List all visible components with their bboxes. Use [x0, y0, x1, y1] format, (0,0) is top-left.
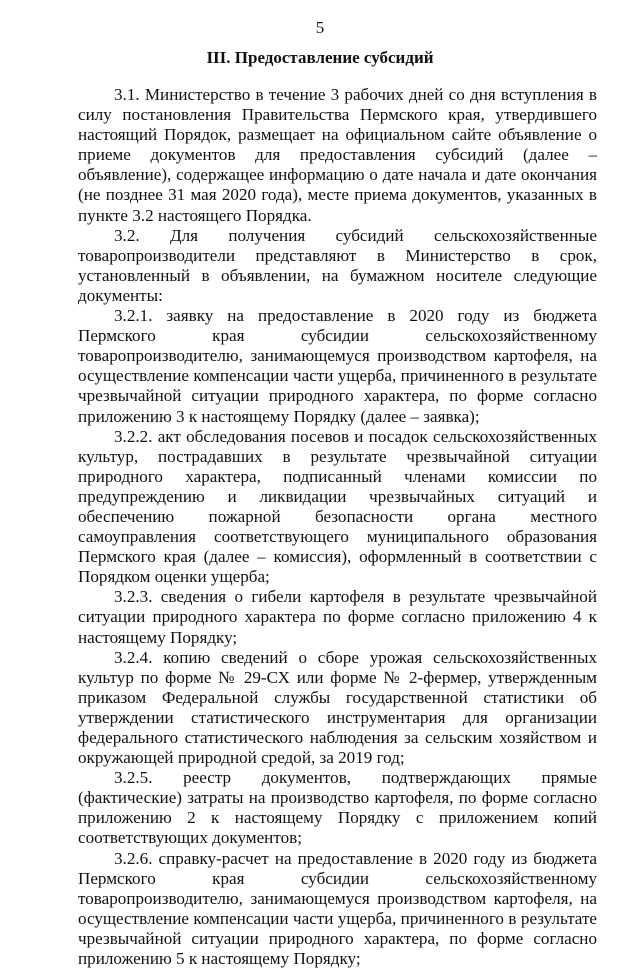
paragraph-3-2-5: 3.2.5. реестр документов, подтверждающих прямые (фактические) затраты на производство картофеля, по форме согласно приложению 2 к настоящему Порядку с приложением копий соответствующих документов;: [78, 768, 597, 848]
page-number: 5: [315, 18, 325, 37]
paragraph-3-2-3: 3.2.3. сведения о гибели картофеля в результате чрезвычайной ситуации природного характера по форме согласно приложению 4 к настоящему Порядку;: [78, 587, 597, 647]
paragraph-3-2-1: 3.2.1. заявку на предоставление в 2020 году из бюджета Пермского края субсидии сельскохозяйственному товаропроизводителю, занимающемуся производством картофеля, на осуществление компенсации части ущерба, причиненного в результате чрезвычайной ситуации природного характера, по форме согласно приложению 3 к настоящему Порядку (далее – заявка);: [78, 306, 597, 426]
paragraph-3-2-2: 3.2.2. акт обследования посевов и посадок сельскохозяйственных культур, пострадавших в результате чрезвычайной ситуации природного характера, подписанный членами комиссии по предупреждению и ликвидации чрезвычайных ситуаций и обеспечению пожарной безопасности органа местного самоуправления соответствующего муниципального образования Пермского края (далее – комиссия), оформленный в соответствии с Порядком оценки ущерба;: [78, 426, 597, 587]
paragraph-3-2-6: 3.2.6. справку-расчет на предоставление в 2020 году из бюджета Пермского края субсидии сельскохозяйственному товаропроизводителю, занимающемуся производством картофеля, на осуществление компенсации части ущерба, причиненного в результате чрезвычайной ситуации природного характера, по форме согласно приложению 5 к настоящему Порядку;: [78, 848, 597, 969]
paragraph-3-1: 3.1. Министерство в течение 3 рабочих дней со дня вступления в силу постановления Правительства Пермского края, утвердившего настоящий Порядок, размещает на официальном сайте объявление о приеме документов для предоставления субсидий (далее – объявление), содержащее информацию о дате начала и дате окончания (не позднее 31 мая 2020 года), месте приема документов, указанных в пункте 3.2 настоящего Порядка.: [78, 85, 597, 225]
paragraph-3-2: 3.2. Для получения субсидий сельскохозяйственные товаропроизводители представляют в Министерство в срок, установленный в объявлении, на бумажном носителе следующие документы:: [78, 225, 597, 305]
paragraph-3-2-4: 3.2.4. копию сведений о сборе урожая сельскохозяйственных культур по форме № 29-СХ или форме № 2-фермер, утвержденным приказом Федеральной службы государственной статистики об утверждении статистического инструментария для организации федерального статистического наблюдения за сельским хозяйством и окружающей природной средой, за 2019 год;: [78, 647, 597, 768]
document-body: [78, 85, 597, 969]
section-heading: III. Предоставление субсидий: [206, 48, 434, 67]
